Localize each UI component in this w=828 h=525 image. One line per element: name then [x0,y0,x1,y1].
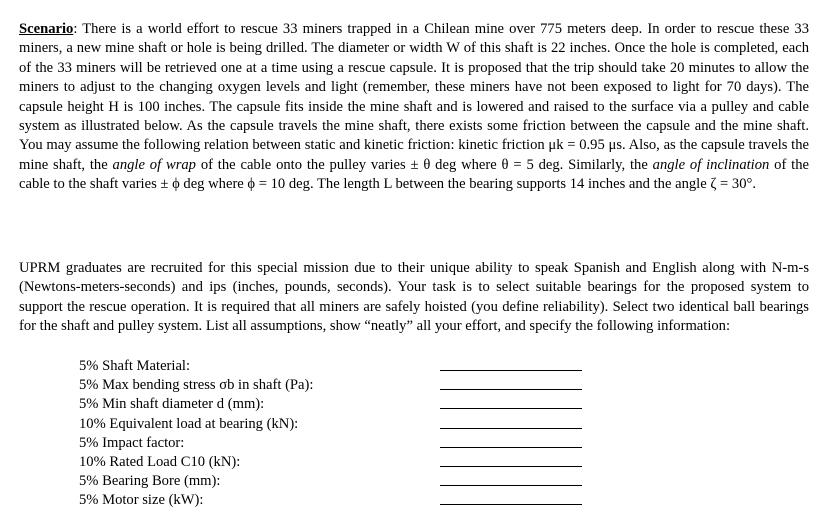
angle-of-inclination-term: angle of inclination [652,156,770,173]
answer-blank-line[interactable] [440,428,582,429]
angle-of-wrap-term: angle of wrap [112,156,196,173]
answer-blank-line[interactable] [440,466,582,467]
scenario-paragraph [19,20,809,195]
answer-blank-line[interactable] [440,485,582,486]
answer-row [79,453,599,472]
answer-label: 5% Max bending stress σb in shaft (Pa): [79,377,314,394]
answer-row [79,376,599,395]
answer-row [79,395,599,414]
answer-label: 5% Impact factor: [79,434,185,451]
answer-row [79,357,599,376]
scenario-text-2: of the cable onto the pulley varies ± θ deg where θ = 5 deg. Similarly, the [195,156,653,173]
answer-blank-line[interactable] [440,447,582,448]
answer-list [79,357,599,511]
answer-label: 5% Bearing Bore (mm): [79,473,221,490]
scenario-text-3: of the cable to the shaft varies ± ϕ deg where ϕ = 10 deg. The length L between the bearing supports 14 inches and the angle ζ = 30°. [19,156,809,193]
scenario-text-1: : There is a world effort to rescue 33 miners trapped in a Chilean mine over 775 meters deep. In order to rescue these 33 miners, a new mine shaft or hole is being drilled. The diameter or width W of this shaft is 22 inches. Once the hole is completed, each of the 33 miners will be retrieved one at a time using a rescue capsule. It is proposed that the trip should take 20 minutes to allow the miners to adjust to the changing oxygen levels and light (remember, these miners have not been exposed to light for 70 days). The capsule height H is 100 inches. The capsule fits inside the mine shaft and is lowered and raised to the surface via a pulley and cable system as illustrated below. As the capsule travels the mine shaft, there exists some friction between the capsule and the mine shaft. You may assume the following relation between static and kinetic friction: kinetic friction μk = 0.95 μs. Also, as the capsule travels the mine shaft, the [19,21,809,173]
answer-label: 5% Min shaft diameter d (mm): [79,396,265,413]
answer-row [79,415,599,434]
answer-label: 5% Shaft Material: [79,358,191,374]
answer-row [79,434,599,453]
answer-label: 10% Rated Load C10 (kN): [79,453,241,470]
answer-row [79,491,599,510]
answer-blank-line[interactable] [440,504,582,505]
answer-blank-line[interactable] [440,370,582,371]
answer-label: 5% Motor size (kW): [79,492,204,509]
scenario-label: Scenario [19,21,74,37]
task-paragraph: UPRM graduates are recruited for this special mission due to their unique ability to speak Spanish and English along with N-m-s (Newtons-meters-seconds) and ips (inches, pounds, seconds). Your task is to select suitable bearings for the proposed system to support the rescue operation. It is required that all miners are safely hoisted (you define reliability). Select two identical ball bearings for the shaft and pulley system. List all assumptions, show “neatly” all your effort, and specify the following information: [19,260,809,335]
answer-blank-line[interactable] [440,389,582,390]
answer-row [79,472,599,491]
answer-blank-line[interactable] [440,408,582,409]
answer-label: 10% Equivalent load at bearing (kN): [79,415,299,432]
